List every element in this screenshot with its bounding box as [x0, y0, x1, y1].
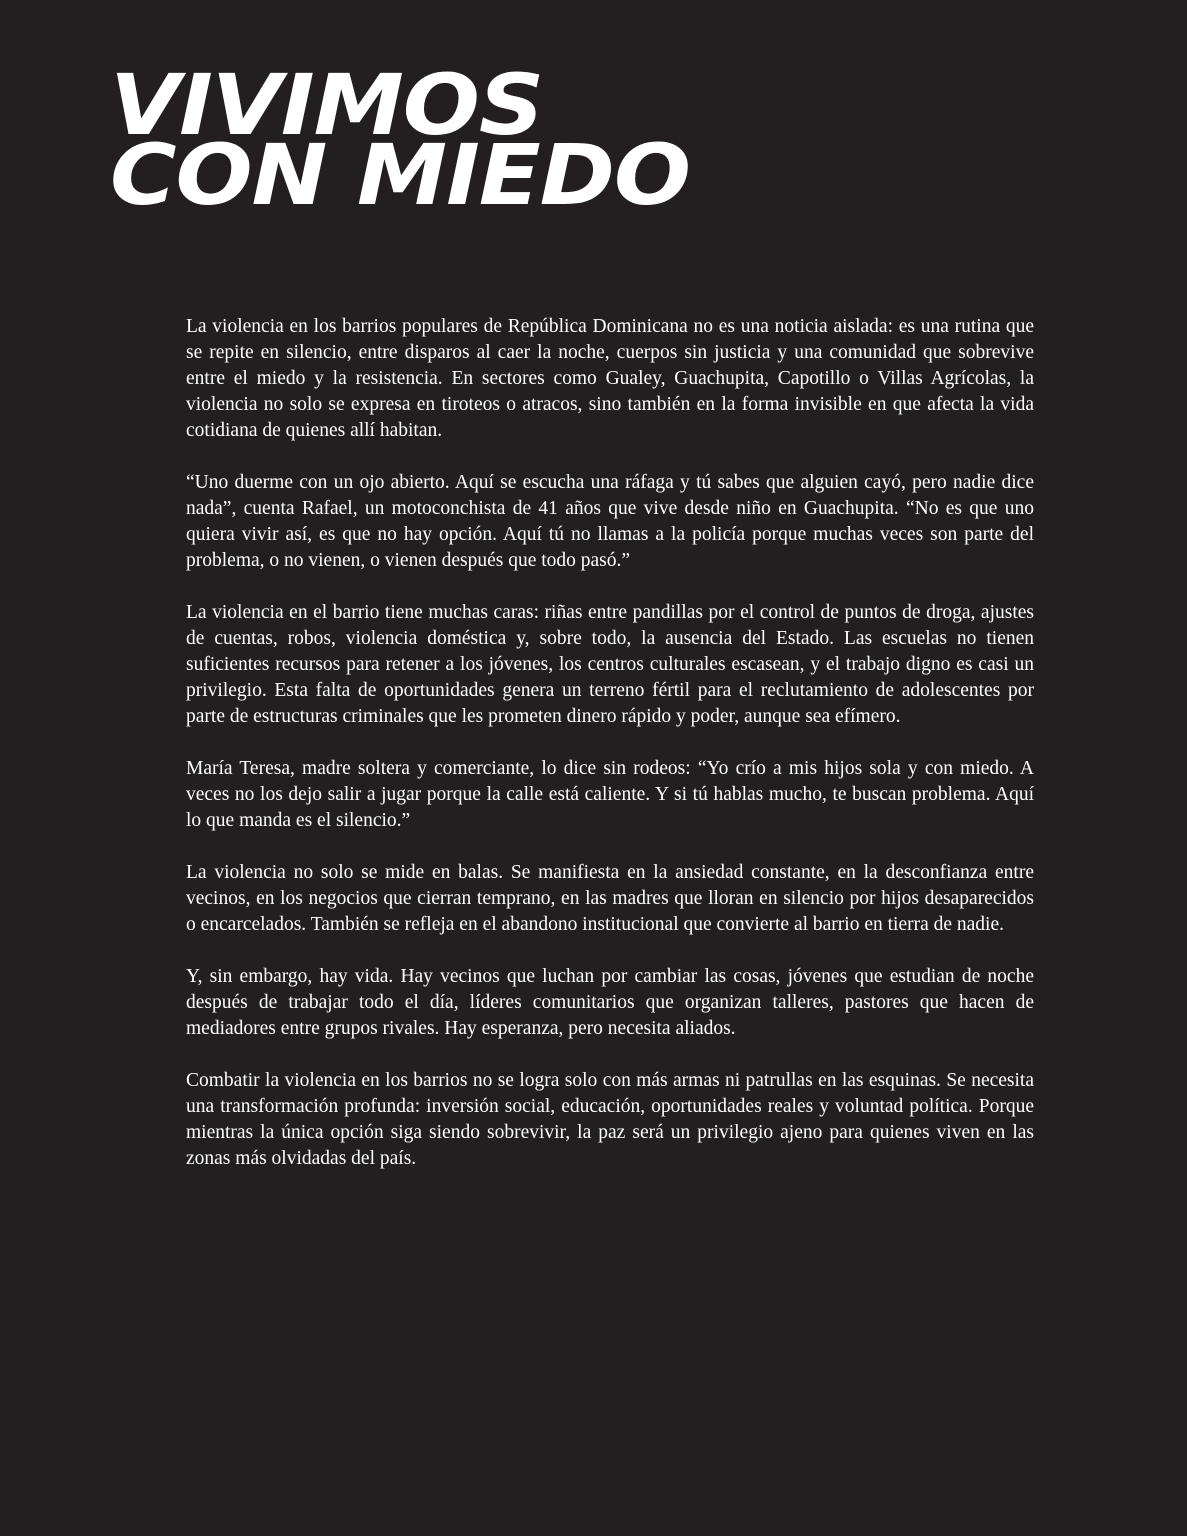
paragraph-5: La violencia no solo se mide en balas. Se manifiesta en la ansiedad constante, en la desconfianza entre vecinos, en los negocios que cierran temprano, en las madres que lloran en silencio por hijos desaparecidos o encarcelados. También se refleja en el abandono institucional que convierte al barrio en tierra de nadie.	[186, 862, 1034, 935]
article-title-line-2: CON MIEDO	[110, 126, 690, 224]
paragraph-6: Y, sin embargo, hay vida. Hay vecinos que luchan por cambiar las cosas, jóvenes que estudian de noche después de trabajar todo el día, líderes comunitarios que organizan talleres, pastores que hacen de mediadores entre grupos rivales. Hay esperanza, pero necesita aliados.	[186, 966, 1034, 1039]
paragraph-7: Combatir la violencia en los barrios no se logra solo con más armas ni patrullas en las esquinas. Se necesita una transformación profunda: inversión social, educación, oportunidades reales y voluntad política. Porque mientras la única opción siga siendo sobrevivir, la paz será un privilegio ajeno para quienes viven en las zonas más olvidadas del país.	[186, 1070, 1034, 1169]
article-body	[186, 314, 1034, 1198]
article-title	[110, 56, 690, 224]
paragraph-1: La violencia en los barrios populares de República Dominicana no es una noticia aislada: es una rutina que se repite en silencio, entre disparos al caer la noche, cuerpos sin justicia y una comunidad que sobrevive entre el miedo y la resistencia. En sectores como Gualey, Guachupita, Capotillo o Villas Agrícolas, la violencia no solo se expresa en tiroteos o atracos, sino también en la forma invisible en que afecta la vida cotidiana de quienes allí habitan.	[186, 316, 1034, 441]
paragraph-3: La violencia en el barrio tiene muchas caras: riñas entre pandillas por el control de puntos de droga, ajustes de cuentas, robos, violencia doméstica y, sobre todo, la ausencia del Estado. Las escuelas no tienen suficientes recursos para retener a los jóvenes, los centros culturales escasean, y el trabajo digno es casi un privilegio. Esta falta de oportunidades genera un terreno fértil para el reclutamiento de adolescentes por parte de estructuras criminales que les prometen dinero rápido y poder, aunque sea efímero.	[186, 602, 1034, 727]
paragraph-2: “Uno duerme con un ojo abierto. Aquí se escucha una ráfaga y tú sabes que alguien cayó, pero nadie dice nada”, cuenta Rafael, un motoconchista de 41 años que vive desde niño en Guachupita. “No es que uno quiera vivir así, es que no hay opción. Aquí tú no llamas a la policía porque muchas veces son parte del problema, o no vienen, o vienen después que todo pasó.”	[186, 472, 1034, 571]
paragraph-4: María Teresa, madre soltera y comerciante, lo dice sin rodeos: “Yo crío a mis hijos sola y con miedo. A veces no los dejo salir a jugar porque la calle está caliente. Y si tú hablas mucho, te buscan problema. Aquí lo que manda es el silencio.”	[186, 758, 1034, 831]
article-title-line-1: VIVIMOS	[110, 56, 544, 154]
